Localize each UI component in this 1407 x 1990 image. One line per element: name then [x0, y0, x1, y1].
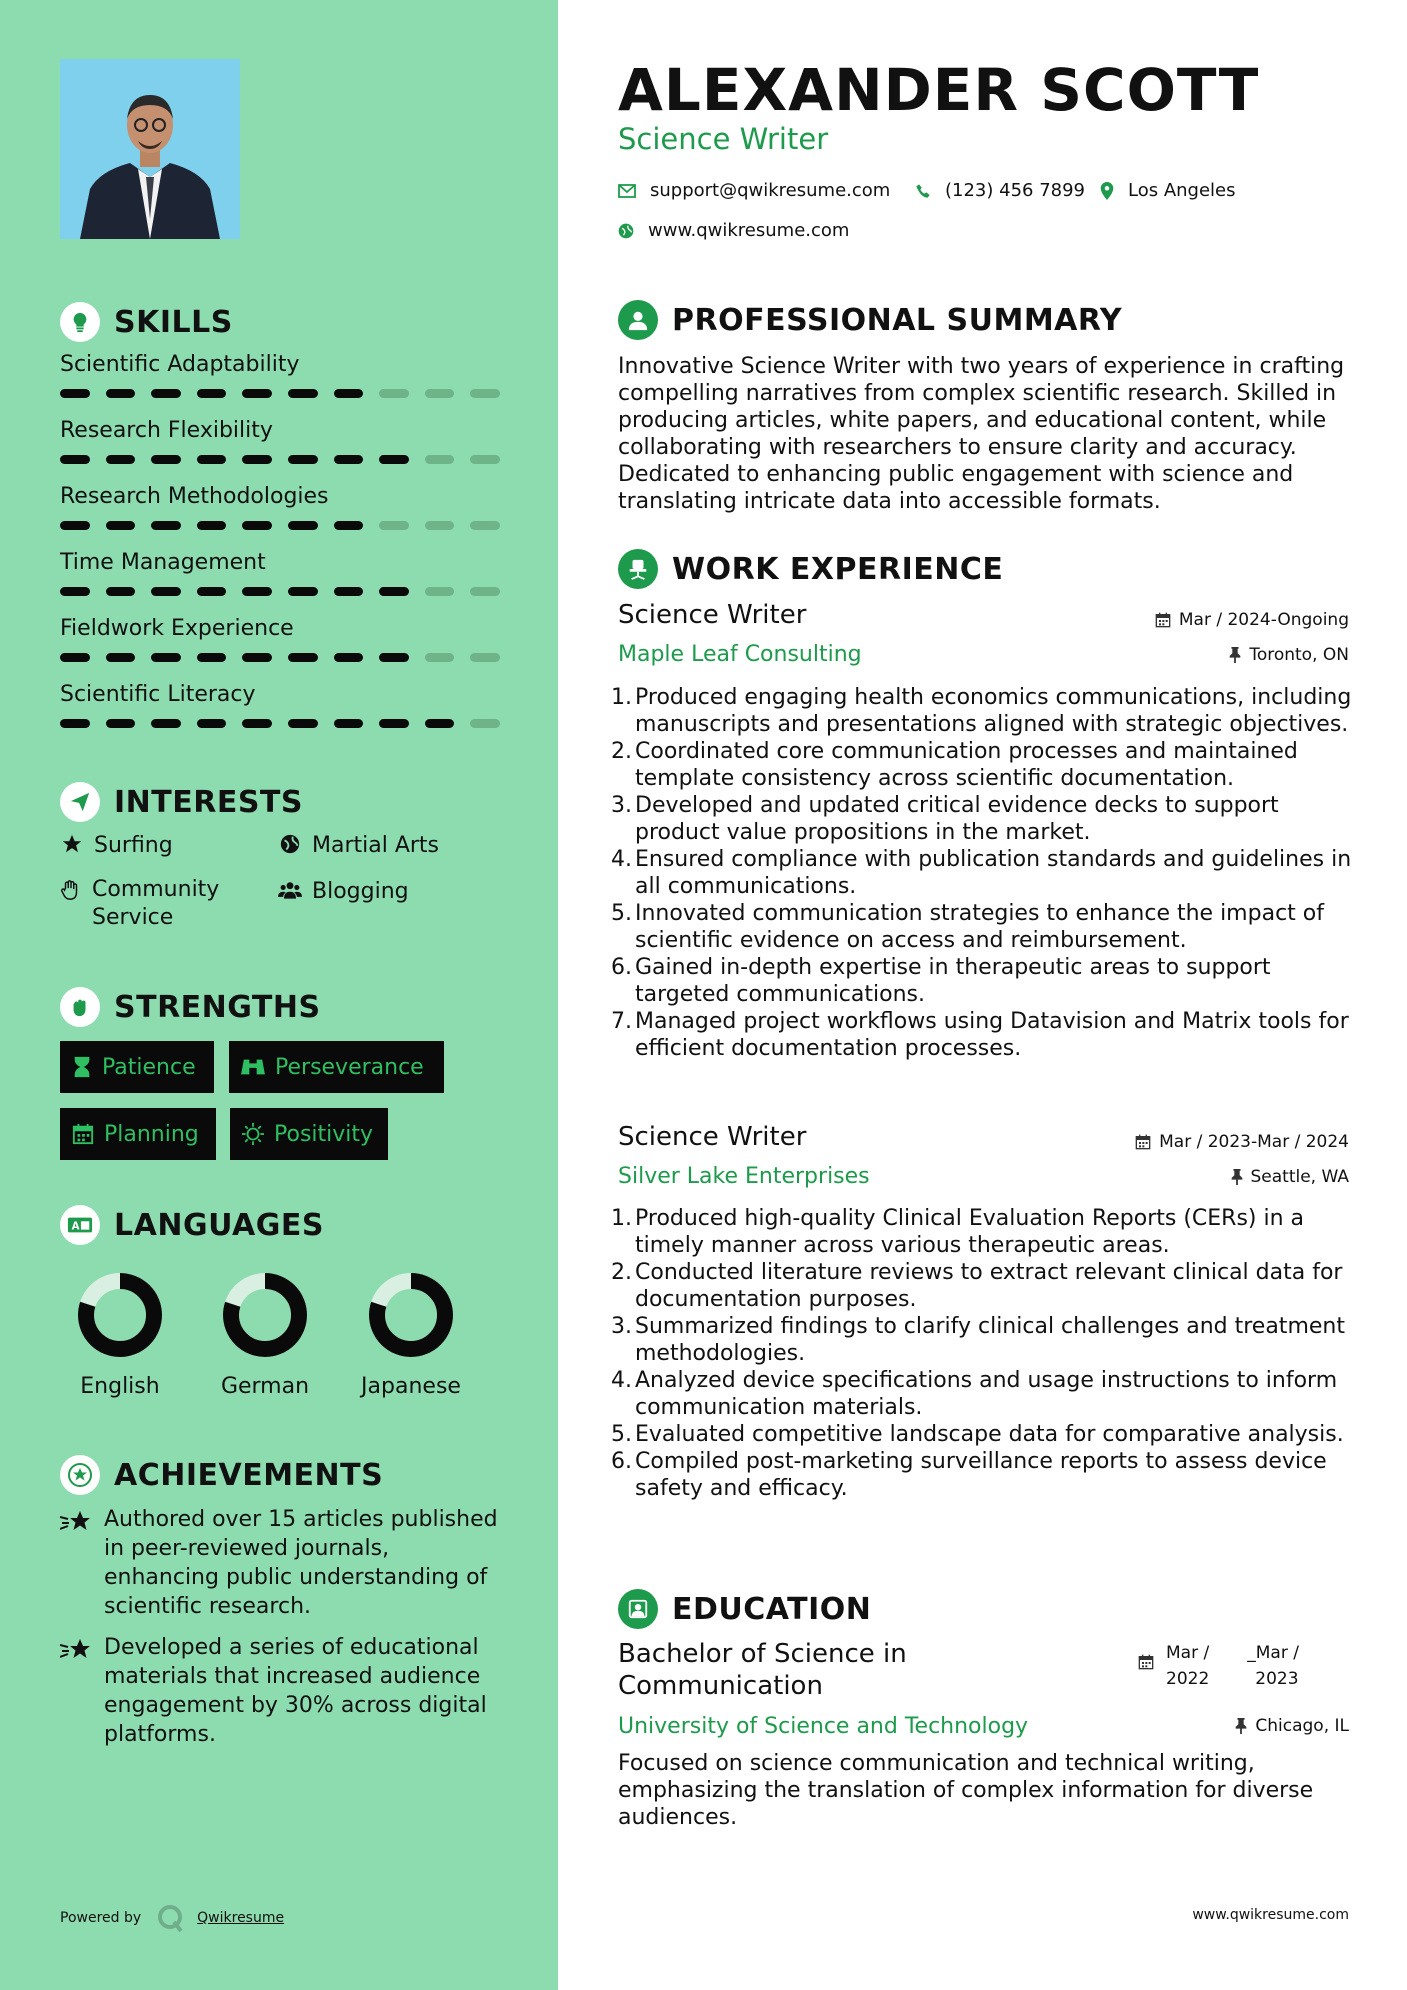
education-title: EDUCATION: [672, 1591, 872, 1627]
office-chair-icon: [618, 549, 658, 589]
date-end-line1: _Mar /: [1247, 1643, 1299, 1663]
phone-text[interactable]: (123) 456 7899: [945, 180, 1086, 201]
sun-icon: [242, 1123, 264, 1145]
interests-title: INTERESTS: [114, 784, 303, 820]
duty-text: Compiled post-marketing surveillance reports to assess device safety and efficacy.: [635, 1449, 1327, 1501]
skill-level-segment: [197, 587, 227, 596]
company-name: Maple Leaf Consulting: [618, 642, 862, 667]
calendar-icon: [1138, 1654, 1154, 1670]
skill-level-segment: [60, 389, 90, 398]
duty-number: 3.: [611, 793, 632, 818]
skill-level-segment: [151, 653, 181, 662]
job-duty-item: [608, 1259, 1353, 1313]
education-dates: [1138, 1640, 1299, 1692]
language-level-ring: [220, 1270, 310, 1360]
skill-level-segment: [106, 455, 136, 464]
skill-level-segment: [425, 455, 455, 464]
work-title: WORK EXPERIENCE: [672, 551, 1004, 587]
interest-label: Community Service: [92, 877, 220, 930]
contact-email: [618, 180, 890, 201]
calendar-icon: [1155, 612, 1171, 628]
skill-level-bar: [60, 521, 500, 530]
globe-icon: [618, 223, 634, 239]
strength-chip: [229, 1041, 444, 1093]
skill-level-segment: [288, 455, 318, 464]
powered-by-label: Powered by: [60, 1910, 142, 1926]
duty-number: 1.: [611, 1206, 632, 1231]
duty-number: 4.: [611, 1368, 632, 1393]
achievements-title: ACHIEVEMENTS: [114, 1457, 384, 1493]
interests-section-header: [60, 782, 303, 822]
dates-text: Mar / 2024-Ongoing: [1178, 610, 1349, 630]
skill-level-bar: [60, 719, 500, 728]
svg-text:A: A: [71, 1221, 80, 1233]
skill-name: Research Flexibility: [60, 418, 273, 443]
achievements-section-header: [60, 1455, 383, 1495]
skill-level-segment: [379, 389, 409, 398]
duty-text: Coordinated core communication processes and maintained template consistency across scientific documentation.: [635, 739, 1298, 791]
strength-chip: [60, 1041, 214, 1093]
duty-number: 4.: [611, 847, 632, 872]
skill-level-segment: [425, 389, 455, 398]
skill-name: Scientific Literacy: [60, 682, 256, 707]
location-text: Toronto, ON: [1249, 645, 1349, 665]
skill-level-segment: [60, 455, 90, 464]
skill-level-segment: [106, 521, 136, 530]
skill-level-segment: [288, 719, 318, 728]
skill-level-segment: [379, 653, 409, 662]
languages-section-header: [60, 1205, 324, 1245]
duty-text: Innovated communication strategies to enhance the impact of scientific evidence on access and reimbursement.: [635, 901, 1324, 953]
education-description: Focused on science communication and technical writing, emphasizing the translation of complex information for diverse audiences.: [618, 1751, 1314, 1830]
qwikresume-link[interactable]: Qwikresume: [197, 1910, 285, 1926]
fist-icon: [60, 987, 100, 1027]
duty-text: Produced high-quality Clinical Evaluation Reports (CERs) in a timely manner across various therapeutic areas.: [635, 1206, 1305, 1258]
duty-text: Analyzed device specifications and usage instructions to inform communication materials.: [635, 1368, 1338, 1420]
skills-title: SKILLS: [114, 304, 233, 340]
location-text: Chicago, IL: [1255, 1716, 1349, 1736]
skill-level-segment: [379, 719, 409, 728]
skill-item: [60, 484, 500, 530]
duty-text: Ensured compliance with publication standards and guidelines in all communications.: [635, 847, 1352, 899]
school-name: University of Science and Technology: [618, 1714, 1029, 1739]
job-location: [1229, 645, 1349, 665]
job-duty-item: [608, 792, 1353, 846]
shooting-star-icon: [60, 1509, 94, 1539]
users-icon: [278, 879, 302, 901]
duty-number: 1.: [611, 685, 632, 710]
duty-number: 6.: [611, 955, 632, 980]
duty-number: 7.: [611, 1009, 632, 1034]
skill-level-segment: [242, 389, 272, 398]
skill-level-segment: [425, 521, 455, 530]
strength-label: Positivity: [274, 1121, 374, 1147]
skill-level-segment: [151, 719, 181, 728]
company-name: Silver Lake Enterprises: [618, 1164, 870, 1189]
skill-name: Fieldwork Experience: [60, 616, 294, 641]
skill-level-segment: [197, 653, 227, 662]
duty-text: Evaluated competitive landscape data for comparative analysis.: [635, 1422, 1344, 1447]
job-dates: [1155, 610, 1349, 630]
skill-level-segment: [470, 521, 500, 530]
education-section-header: [618, 1589, 871, 1629]
duty-text: Summarized findings to clarify clinical challenges and treatment methodologies.: [635, 1314, 1345, 1366]
skill-level-segment: [470, 389, 500, 398]
dates-text: Mar / 2023-Mar / 2024: [1159, 1132, 1349, 1152]
skill-level-segment: [106, 587, 136, 596]
skill-level-segment: [425, 587, 455, 596]
interest-item: [278, 833, 439, 858]
duty-text: Developed and updated critical evidence decks to support product value propositions in the market.: [635, 793, 1279, 845]
job-title: Science Writer: [618, 1122, 807, 1152]
job-duty-item: [608, 738, 1353, 792]
interest-item: [60, 833, 173, 858]
interest-label: Surfing: [94, 833, 173, 858]
pushpin-icon: [1229, 647, 1241, 663]
skill-level-segment: [60, 719, 90, 728]
job-location: [1231, 1167, 1350, 1187]
skill-name: Time Management: [60, 550, 266, 575]
skill-level-segment: [470, 719, 500, 728]
achievement-text: Authored over 15 articles published in peer-reviewed journals, enhancing public understanding of scientific research.: [104, 1507, 498, 1619]
qwikresume-logo-icon: [155, 1903, 185, 1933]
degree-title: Bachelor of Science in Communication: [618, 1639, 907, 1701]
hand-icon: [60, 879, 82, 901]
achievement-text: Developed a series of educational materials that increased audience engagement by 30% across digital platforms.: [104, 1635, 487, 1747]
job-duty-item: [608, 846, 1353, 900]
globe-icon: [278, 833, 302, 855]
skill-level-segment: [242, 587, 272, 596]
skill-level-segment: [425, 653, 455, 662]
skill-level-segment: [334, 521, 364, 530]
location-text: Los Angeles: [1128, 180, 1236, 201]
language-level-ring: [366, 1270, 456, 1360]
job-duty-item: [608, 1421, 1353, 1448]
skill-level-segment: [151, 455, 181, 464]
skill-item: [60, 418, 500, 464]
skill-name: Research Methodologies: [60, 484, 329, 509]
pushpin-icon: [1235, 1718, 1247, 1734]
skill-name: Scientific Adaptability: [60, 352, 300, 377]
job-duty-item: [608, 1008, 1353, 1062]
envelope-icon: [618, 184, 636, 198]
map-pin-icon: [1100, 182, 1114, 200]
job-title: Science Writer: [618, 600, 807, 630]
calendar-icon: [1135, 1134, 1151, 1150]
skill-item: [60, 616, 500, 662]
sidebar: [0, 0, 558, 1990]
skill-level-segment: [106, 389, 136, 398]
date-end-line2: 2023: [1255, 1669, 1299, 1689]
achievement-item: [60, 1633, 505, 1749]
language-item: [341, 1270, 481, 1399]
skill-level-segment: [242, 653, 272, 662]
paper-plane-icon: [60, 782, 100, 822]
job-duty-item: [608, 1367, 1353, 1421]
email-text[interactable]: support@qwikresume.com: [650, 180, 891, 201]
skill-level-bar: [60, 389, 500, 398]
achievement-item: [60, 1505, 505, 1621]
strengths-section-header: [60, 987, 321, 1027]
candidate-name: ALEXANDER SCOTT: [618, 56, 1260, 124]
skill-level-bar: [60, 653, 500, 662]
skill-level-segment: [334, 455, 364, 464]
calendar-icon: [72, 1123, 94, 1145]
work-section-header: [618, 549, 1003, 589]
job-duty-item: [608, 1448, 1353, 1502]
skill-item: [60, 550, 500, 596]
website-text[interactable]: www.qwikresume.com: [648, 220, 850, 241]
skill-level-segment: [334, 719, 364, 728]
language-item: [50, 1270, 190, 1399]
skills-section-header: [60, 302, 233, 342]
strengths-title: STRENGTHS: [114, 989, 321, 1025]
duty-number: 2.: [611, 739, 632, 764]
duty-text: Conducted literature reviews to extract relevant clinical data for documentation purposes.: [635, 1260, 1343, 1312]
skill-level-segment: [151, 587, 181, 596]
profile-photo: [60, 59, 240, 239]
star-icon: [60, 833, 84, 855]
skill-level-segment: [288, 587, 318, 596]
duty-number: 5.: [611, 1422, 632, 1447]
skill-level-segment: [151, 389, 181, 398]
skill-level-segment: [60, 587, 90, 596]
language-label: German: [220, 1374, 310, 1399]
duty-number: 2.: [611, 1260, 632, 1285]
skill-level-segment: [379, 521, 409, 530]
strength-label: Patience: [102, 1054, 196, 1080]
strength-label: Perseverance: [275, 1054, 424, 1080]
summary-section-header: [618, 300, 1122, 340]
skill-level-segment: [197, 455, 227, 464]
pushpin-icon: [1231, 1169, 1243, 1185]
education-location: [1235, 1716, 1349, 1736]
binoculars-icon: [241, 1056, 265, 1078]
language-card-icon: [60, 1205, 100, 1245]
skill-level-segment: [106, 719, 136, 728]
duty-text: Gained in-depth expertise in therapeutic areas to support targeted communications.: [635, 955, 1271, 1007]
phone-icon: [915, 183, 931, 199]
duty-text: Managed project workflows using Datavision and Matrix tools for efficient documentation processes.: [635, 1009, 1349, 1061]
contact-phone: [915, 180, 1085, 201]
shooting-star-icon: [60, 1637, 94, 1667]
skill-level-segment: [379, 455, 409, 464]
job-duties-list: [608, 1205, 1353, 1502]
language-label: Japanese: [361, 1374, 461, 1399]
languages-title: LANGUAGES: [114, 1207, 324, 1243]
job-duty-item: [608, 1313, 1353, 1367]
graduate-icon: [618, 1589, 658, 1629]
skill-level-segment: [379, 587, 409, 596]
skill-level-segment: [197, 719, 227, 728]
skill-level-segment: [334, 587, 364, 596]
lightbulb-icon: [60, 302, 100, 342]
job-duty-item: [608, 1205, 1353, 1259]
skill-level-segment: [197, 521, 227, 530]
hourglass-icon: [72, 1056, 92, 1078]
footer-website[interactable]: www.qwikresume.com: [1192, 1907, 1349, 1923]
duty-text: Produced engaging health economics communications, including manuscripts and presentations aligned with strategic objectives.: [635, 685, 1352, 737]
skill-level-segment: [470, 653, 500, 662]
date-start-line1: Mar /: [1166, 1643, 1210, 1663]
duty-number: 3.: [611, 1314, 632, 1339]
strength-chip: [230, 1108, 388, 1160]
contact-website: [618, 220, 849, 241]
language-level-ring: [75, 1270, 165, 1360]
candidate-role: Science Writer: [618, 122, 829, 156]
job-duties-list: [608, 684, 1353, 1062]
skill-item: [60, 352, 500, 398]
powered-by: [60, 1903, 284, 1933]
skill-level-segment: [60, 521, 90, 530]
skill-level-segment: [334, 653, 364, 662]
summary-text: Innovative Science Writer with two years of experience in crafting compelling narratives from complex scientific research. Skilled in producing articles, white papers, and educational content, while collaborating with researchers to ensure clarity and accuracy. Dedicated to enhancing public engagement with science and translating intricate data into accessible formats.: [618, 354, 1345, 514]
skill-level-segment: [242, 455, 272, 464]
skill-level-segment: [106, 653, 136, 662]
skill-level-segment: [288, 653, 318, 662]
skill-level-segment: [470, 455, 500, 464]
skill-level-segment: [425, 719, 455, 728]
skill-level-segment: [470, 587, 500, 596]
skill-level-segment: [197, 389, 227, 398]
skill-level-segment: [242, 521, 272, 530]
interest-label: Martial Arts: [312, 833, 440, 858]
star-badge-icon: [60, 1455, 100, 1495]
date-start-line2: 2022: [1166, 1669, 1210, 1689]
skill-level-segment: [288, 389, 318, 398]
skill-level-segment: [334, 389, 364, 398]
duty-number: 5.: [611, 901, 632, 926]
user-icon: [618, 300, 658, 340]
strength-label: Planning: [104, 1121, 199, 1147]
skill-level-bar: [60, 587, 500, 596]
language-item: [195, 1270, 335, 1399]
job-duty-item: [608, 684, 1353, 738]
interest-item: [278, 879, 409, 904]
skill-level-segment: [242, 719, 272, 728]
duty-number: 6.: [611, 1449, 632, 1474]
interest-item: [60, 879, 260, 932]
contact-location: [1100, 180, 1236, 201]
skill-level-segment: [151, 521, 181, 530]
job-duty-item: [608, 900, 1353, 954]
skill-level-bar: [60, 455, 500, 464]
location-text: Seattle, WA: [1250, 1167, 1349, 1187]
summary-title: PROFESSIONAL SUMMARY: [672, 302, 1123, 338]
skill-level-segment: [60, 653, 90, 662]
job-dates: [1135, 1132, 1349, 1152]
strength-chip: [60, 1108, 216, 1160]
language-label: English: [80, 1374, 160, 1399]
interest-label: Blogging: [312, 879, 409, 904]
skill-item: [60, 682, 500, 728]
skill-level-segment: [288, 521, 318, 530]
job-duty-item: [608, 954, 1353, 1008]
